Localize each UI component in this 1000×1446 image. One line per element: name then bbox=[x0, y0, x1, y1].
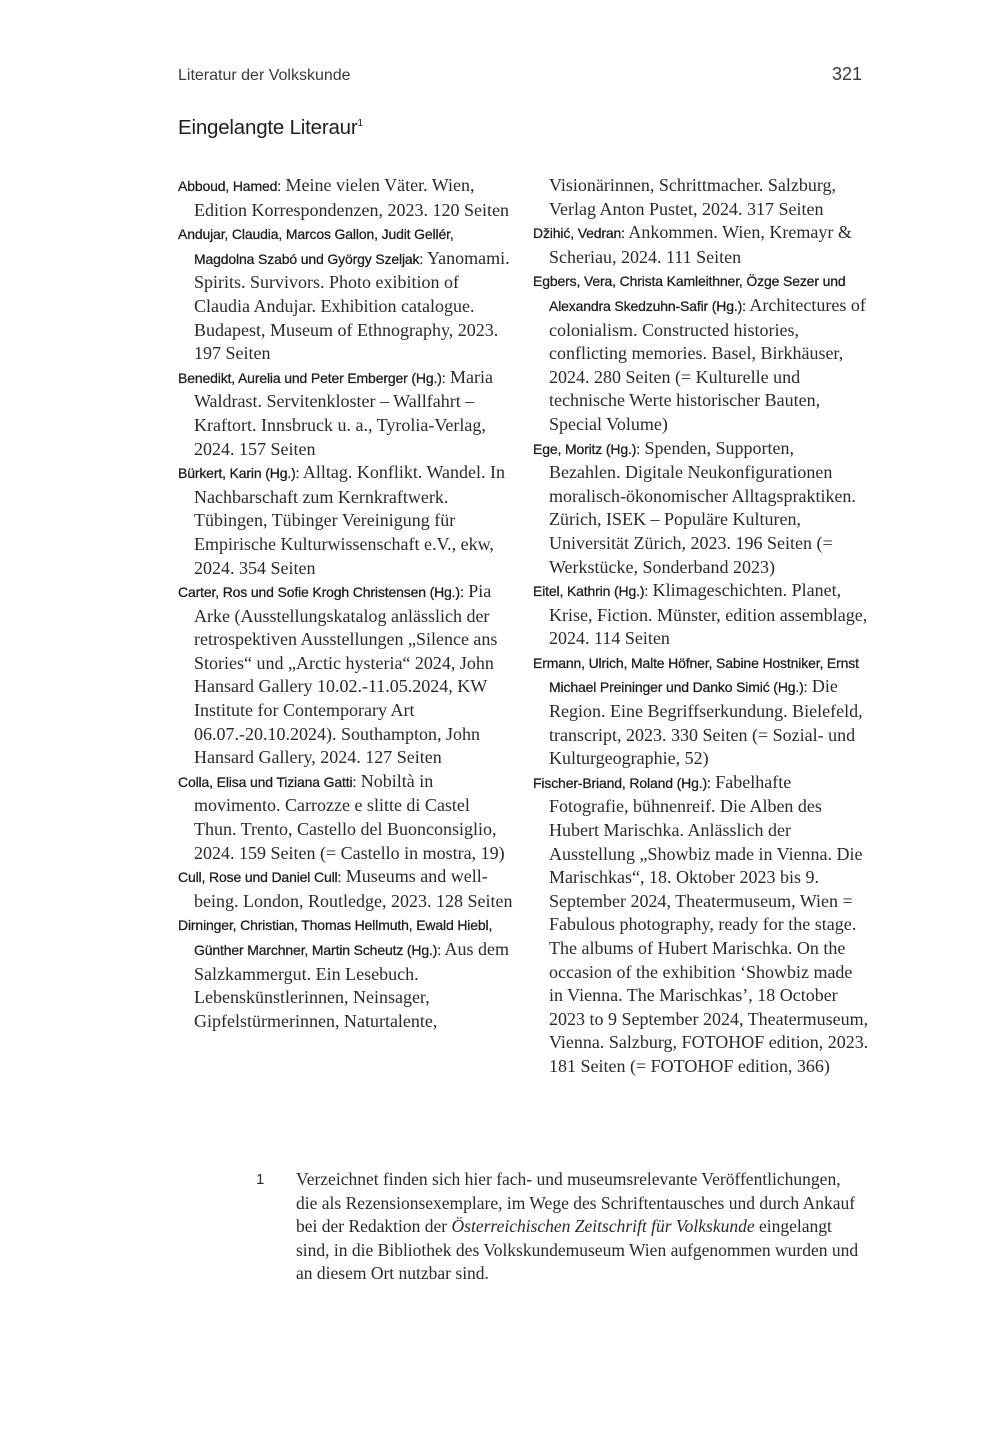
bibliography-entry bbox=[178, 865, 514, 913]
entry-author: Dirninger, Christian, Thomas Hellmuth, Ewald Hiebl, Günther Marchner, Martin Scheutz (Hg.): bbox=[178, 917, 493, 958]
running-title: Literatur der Volkskunde bbox=[178, 67, 351, 84]
entry-text: Museums and well-being. London, Routledge, 2023. 128 Seiten bbox=[194, 866, 513, 911]
entry-author: Eitel, Kathrin (Hg.): bbox=[533, 583, 649, 600]
footnote-number: 1 bbox=[256, 1171, 265, 1188]
entry-text: Alltag. Konflikt. Wandel. In Nachbarschaft zum Kernkraftwerk. Tübingen, Tübinger Vereinigung für Empirische Kulturwissenschaft e.V., ekw, 2024. 354 Seiten bbox=[194, 462, 506, 578]
entry-text: Visionärinnen, Schrittmacher. Salzburg, Verlag Anton Pustet, 2024. 317 Seiten bbox=[549, 175, 837, 219]
bibliography-entry bbox=[178, 580, 514, 770]
footnote-text bbox=[296, 1168, 866, 1286]
bibliography-entry bbox=[533, 437, 869, 580]
bibliography-entry bbox=[178, 913, 514, 1033]
bibliography-entry bbox=[178, 174, 514, 222]
entry-author: Carter, Ros und Sofie Krogh Christensen (Hg.): bbox=[178, 584, 464, 601]
entry-author: Egbers, Vera, Christa Kamleithner, Özge Sezer und Alexandra Skedzuhn-Safir (Hg.): bbox=[533, 273, 846, 314]
entry-author: Džihić, Vedran: bbox=[533, 225, 625, 242]
footnote bbox=[256, 1168, 866, 1286]
bibliography-entry bbox=[178, 770, 514, 865]
entry-text: Spenden, Supporten, Bezahlen. Digitale Neukonfigurationen moralisch-ökonomischer Alltagspraktiken. Zürich, ISEK – Populäre Kulturen, Universität Zürich, 2023. 196 Seiten (= Werkstücke, Sonderband 2023) bbox=[549, 437, 856, 577]
bibliography-entry bbox=[178, 366, 514, 461]
entry-author: Abboud, Hamed: bbox=[178, 178, 281, 194]
right-column bbox=[533, 174, 869, 1079]
entry-text: Yanomami. Spirits. Survivors. Photo exibition of Claudia Andujar. Exhibition catalogue. Budapest, Museum of Ethnography, 2023. 197 Seiten bbox=[194, 247, 510, 364]
entry-text: Meine vielen Väter. Wien, Edition Korrespondenzen, 2023. 120 Seiten bbox=[194, 175, 509, 220]
entry-text: Fabelhafte Fotografie, bühnenreif. Die Alben des Hubert Marischka. Anlässlich der Ausstellung „Showbiz made in Vienna. Die Marischkas“, 18. Oktober 2023 bis 9. September 2024, Theatermuseum, Wien = Fabulous photography, ready for the stage. The albums of Hubert Marischka. On the occasion of the exhibition ‘Showbiz made in Vienna. The Marischkas’, 18 October 2023 to 9 September 2024, Theatermuseum, Vienna. Salzburg, FOTOHOF edition, 2023. 181 Seiten (= FOTOHOF edition, 366) bbox=[549, 771, 869, 1076]
entry-author: Fischer-Briand, Roland (Hg.): bbox=[533, 774, 711, 791]
entry-text: Maria Waldrast. Servitenkloster – Wallfahrt – Kraftort. Innsbruck u. a., Tyrolia-Verlag, 2024. 157 Seiten bbox=[194, 366, 493, 459]
bibliography-entry bbox=[533, 771, 869, 1079]
left-column bbox=[178, 174, 514, 1033]
bibliography-entry bbox=[178, 461, 514, 580]
entry-text: Klimageschichten. Planet, Krise, Fiction. Münster, edition assemblage, 2024. 114 Seiten bbox=[549, 580, 868, 649]
bibliography-entry-continued bbox=[533, 174, 869, 221]
bibliography-entry bbox=[533, 221, 869, 269]
bibliography-entry bbox=[533, 269, 869, 436]
entry-text: Ankommen. Wien, Kremayr & Scheriau, 2024. 111 Seiten bbox=[549, 222, 852, 267]
section-title bbox=[178, 116, 363, 140]
entry-text: Nobiltà in movimento. Carrozze e slitte di Castel Thun. Trento, Castello del Buonconsiglio, 2024. 159 Seiten (= Castello in mostra, 19) bbox=[194, 770, 505, 863]
footnote-text-end: eingelangt sind, in die Bibliothek des Volkskundemuseum Wien aufgenommen wurden und an diesem Ort nutzbar sind. bbox=[296, 1216, 859, 1284]
entry-author: Cull, Rose und Daniel Cull: bbox=[178, 869, 342, 886]
section-title-text: Eingelangte Literaur bbox=[178, 116, 358, 139]
entry-author: Ege, Moritz (Hg.): bbox=[533, 440, 640, 457]
entry-text: Architectures of colonialism. Constructed histories, conflicting memories. Basel, Birkhäuser, 2024. 280 Seiten (= Kulturelle und technische Werte historischer Bauten, Special Volume) bbox=[549, 294, 866, 434]
entry-text: Die Region. Eine Begriffserkundung. Bielefeld, transcript, 2023. 330 Seiten (= Sozial- und Kulturgeographie, 52) bbox=[549, 676, 863, 769]
entry-author: Colla, Elisa und Tiziana Gatti: bbox=[178, 773, 357, 790]
entry-author: Benedikt, Aurelia und Peter Emberger (Hg.): bbox=[178, 369, 446, 386]
bibliography-entry bbox=[533, 579, 869, 651]
footnote-text-start: Verzeichnet finden sich hier fach- und museumsrelevante Veröffentlichungen, die als Rezensionsexemplare, im Wege des Schriftentausches und durch Ankauf bei der Redaktion der bbox=[296, 1169, 856, 1237]
running-head bbox=[178, 64, 862, 85]
bibliography-entry bbox=[178, 222, 514, 366]
footnote-reference[interactable]: 1 bbox=[357, 118, 363, 130]
entry-author: Andujar, Claudia, Marcos Gallon, Judit Gellér, Magdolna Szabó und György Szeljak: bbox=[178, 226, 454, 267]
bibliography-entry bbox=[533, 651, 869, 771]
entry-text: Aus dem Salzkammergut. Ein Lesebuch. Lebenskünstlerinnen, Neinsager, Gipfelstürmerinnen, Naturtalente, bbox=[194, 939, 510, 1031]
entry-author: Bürkert, Karin (Hg.): bbox=[178, 465, 300, 482]
journal-title: Österreichischen Zeitschrift für Volkskunde bbox=[451, 1216, 755, 1237]
entry-text: Pia Arke (Ausstellungskatalog anlässlich der retrospektiven Ausstellungen „Silence ans Stories“ und „Arctic hysteria“ 2024, John Hansard Gallery 10.02.-11.05.2024, KW Institute for Contemporary Art 06.07.-20.10.2024). Southampton, John Hansard Gallery, 2024. 127 Seiten bbox=[194, 581, 498, 768]
page-number: 321 bbox=[831, 64, 862, 84]
entry-author: Ermann, Ulrich, Malte Höfner, Sabine Hostniker, Ernst Michael Preininger und Danko Simić (Hg.): bbox=[533, 654, 859, 696]
